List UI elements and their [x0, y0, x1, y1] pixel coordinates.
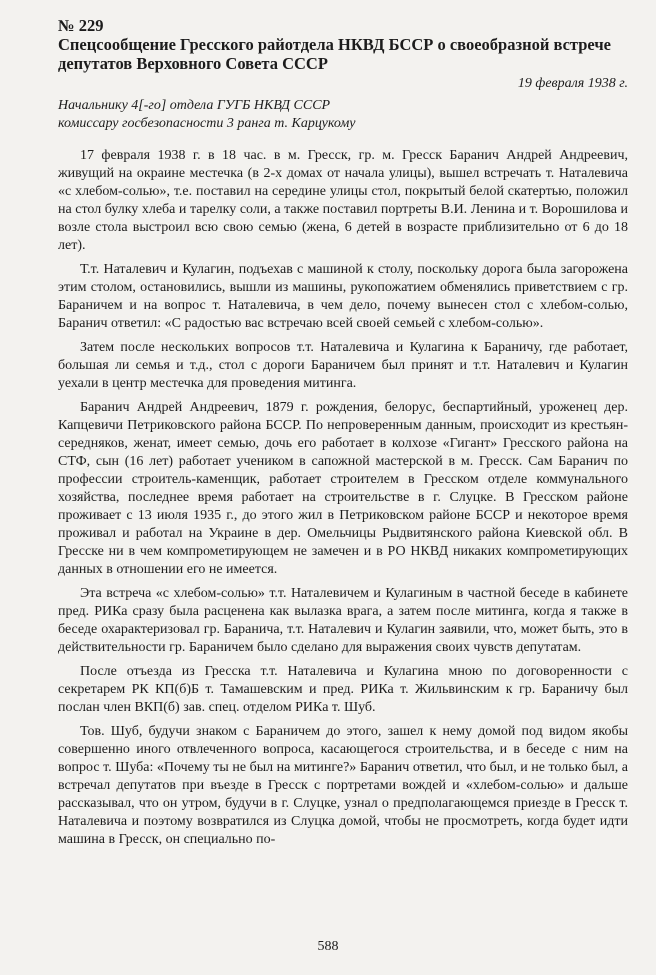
document-date: 19 февраля 1938 г. [517, 76, 628, 91]
paragraph: 17 февраля 1938 г. в 18 час. в м. Гресск, гр. м. Гресск Баранич Андрей Андреевич, живущий на окраине местечка (в 2-х домах от начала улицы), вышел встречать т. Наталевича «с хлебом-солью», т.е. поставил на середине улицы стол, покрытый белой скатертью, положил на стол булку хлеба и тарелку соли, а также поставил портреты В.И. Ленина и т. Ворошилова и возле стола выстроил всю свою семью (жена, 6 детей в возрасте приблизительно от 6 до 18 лет). [58, 148, 628, 253]
addressee-line: комиссару госбезопасности 3 ранга т. Карцукому [58, 116, 356, 131]
page-number: 588 [317, 939, 339, 954]
paragraph: Тов. Шуб, будучи знаком с Бараничем до этого, зашел к нему домой под видом якобы совершенно иного отвлеченного вопроса, касающегося строительства, и в беседе с ним на вопрос т. Шуба: «Почему ты не был на митинге?» Баранич ответил, что был, и не только был, а встречал депутатов при въезде в Гресск с портретами вождей и «хлебом-солью» и дальше рассказывал, что он утром, будучи в г. Слуцке, узнал о предполагающемся приезде в Гресск т. Наталевича и поэтому возвратился из Слуцка домой, чтобы не просмотреть, когда будет идти машина в Гресск, он специально по- [58, 724, 628, 847]
paragraph: Затем после нескольких вопросов т.т. Наталевича и Кулагина к Бараничу, где работает, большая ли семья и т.д., стол с дороги Бараничем был принят и т.т. Наталевич и Кулагин уехали в центр местечка для проведения митинга. [58, 340, 628, 391]
paragraph: Эта встреча «с хлебом-солью» т.т. Наталевичем и Кулагиным в частной беседе в кабинете пред. РИКа сразу была расценена как вылазка врага, а затем после митинга, когда я также в беседе охарактеризовал гр. Баранича, т.т. Наталевич и Кулагин заявили, что, может быть, это в действительности гр. Бараничем было сделано для выражения своих чувств депутатам. [58, 586, 628, 655]
addressee-block [58, 97, 628, 133]
document-content [58, 16, 628, 855]
body-text [58, 147, 628, 849]
paragraph: Баранич Андрей Андреевич, 1879 г. рождения, белорус, беспартийный, уроженец дер. Капцевичи Петриковского района БССР. По непроверенным данным, происходит из крестьян-середняков, женат, имеет семью, дочь его работает в колхозе «Гигант» Гресского района на СТФ, сын (16 лет) работает учеником в сапожной мастерской в м. Гресск. Сам Баранич по профессии строитель-каменщик, работает строителем в Гресском отделе коммунального хозяйства, последнее время работает на строительстве в г. Слуцке. В Гресском районе проживает с 13 июля 1935 г., до этого жил в Петриковском районе БССР и некоторое время проживал и работал на Украине в дер. Омельчицы Рыдвитянского района Киевской обл. В Гресске ни в чем компрометирующем не замечен и в РО НКВД никаких компрометирующих данных в отношении его не имеется. [58, 400, 628, 577]
addressee-line: Начальнику 4[-го] отдела ГУГБ НКВД СССР [58, 98, 331, 113]
paragraph: После отъезда из Гресска т.т. Наталевича и Кулагина мною по договоренности с секретарем РК КП(б)Б т. Тамашевским и пред. РИКа т. Жильвинским к гр. Бараничу был послан член ВКП(б) зав. спец. отделом РИКа т. Шуб. [58, 664, 628, 715]
document-title: Спецсообщение Гресского райотдела НКВД БССР о своеобразной встрече депутатов Верховного Совета СССР [58, 35, 611, 73]
document-number: № 229 [58, 16, 104, 35]
paragraph: Т.т. Наталевич и Кулагин, подъехав с машиной к столу, поскольку дорога была загорожена этим столом, остановились, вышли из машины, рукопожатием обменялись приветствием с гр. Бараничем и на вопрос т. Наталевича, в чем дело, почему вынесен стол с хлебом-солью, Баранич ответил: «С радостью вас встречаю всей своей семьей с хлебом-солью». [58, 262, 628, 331]
